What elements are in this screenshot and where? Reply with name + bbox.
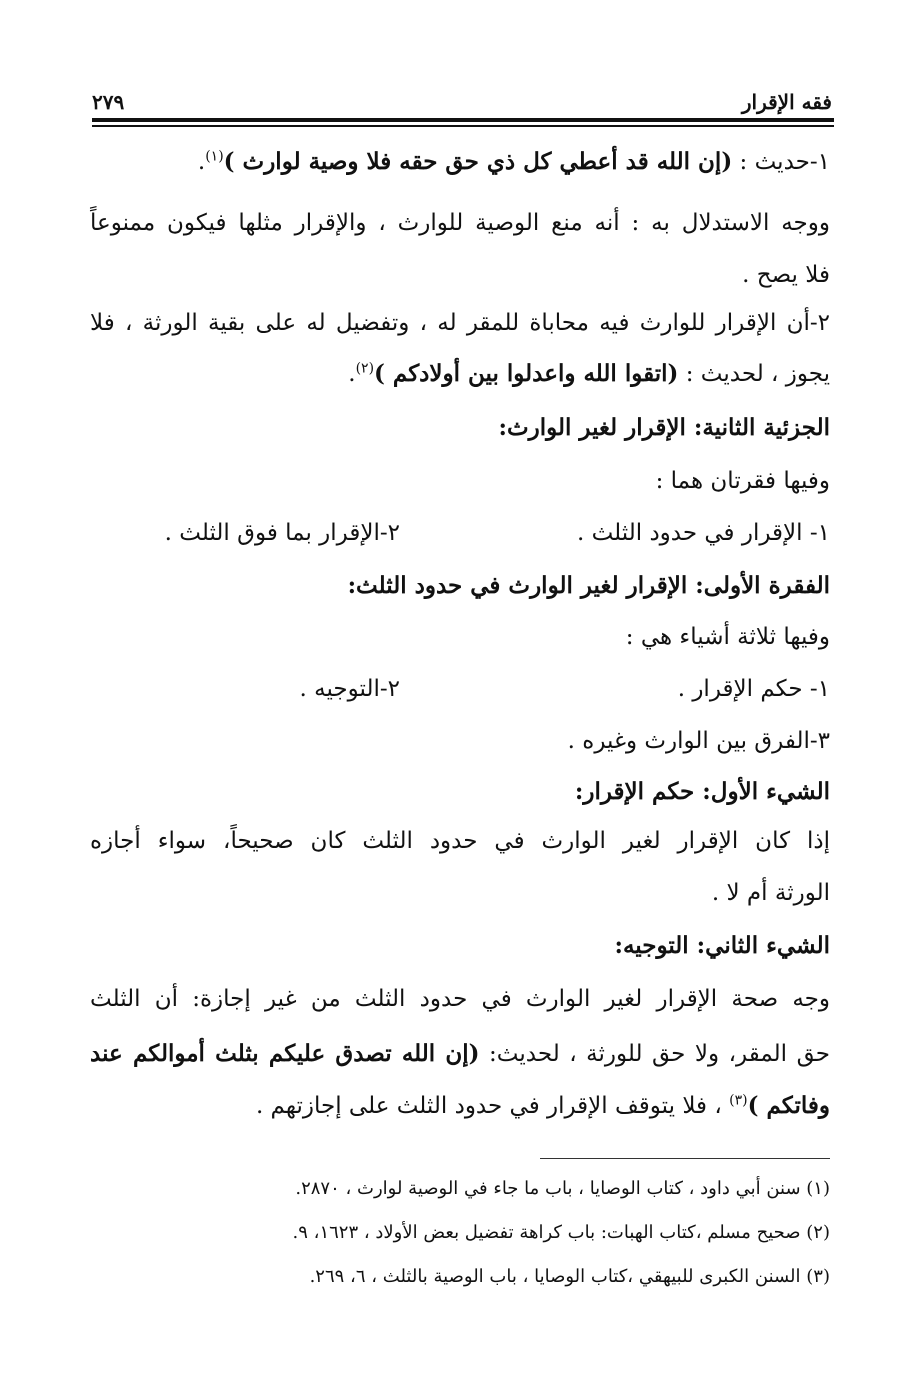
line-end: . [348, 361, 356, 387]
header-rule-thick [92, 118, 834, 122]
body-line-3: فلا يصح . [742, 262, 830, 288]
footnote-ref-3: (٣) [729, 1092, 748, 1109]
footnote-separator [540, 1158, 830, 1159]
list-item: ٢-الإقرار بما فوق الثلث . [164, 520, 400, 546]
line-end: . [197, 149, 206, 175]
header-rule-thin [92, 125, 834, 127]
hadith-quote: (إن الله تصدق عليكم بثلث أموالكم عند [90, 1040, 480, 1067]
body-line-12: الورثة أم لا . [711, 880, 830, 906]
section-heading-1: الجزئية الثانية: الإقرار لغير الوارث: [498, 414, 830, 441]
footnote-1: (١) سنن أبي داود ، كتاب الوصايا ، باب ما جاء في الوصية لوارث ، ٢٨٧٠. [295, 1178, 830, 1199]
footnote-3: (٣) السنن الكبرى للبيهقي ،كتاب الوصايا ، باب الوصية بالثلث ، ٦، ٢٦٩. [309, 1266, 830, 1287]
body-line-5 [348, 360, 830, 387]
body-line-8: وفيها ثلاثة أشياء هي : [625, 624, 830, 650]
line-prefix: حق المقر، ولا حق للورثة ، لحديث: [479, 1041, 830, 1067]
list-item: ٢-التوجيه . [299, 676, 400, 702]
line-rest: ، فلا يتوقف الإقرار في حدود الثلث على إجازتهم . [255, 1093, 722, 1119]
list-item: ١- حكم الإقرار . [677, 676, 830, 702]
line-prefix: ١-حديث : [732, 149, 830, 175]
body-line-13: وجه صحة الإقرار لغير الوارث في حدود الثلث من غير إجازة: أن الثلث [90, 986, 830, 1012]
body-line-6: وفيها فقرتان هما : [655, 468, 830, 494]
body-line-15 [256, 1092, 830, 1119]
page-number: ٢٧٩ [92, 90, 125, 114]
hadith-quote: (اتقوا الله واعدلوا بين أولادكم ) [374, 360, 679, 387]
hadith-quote: وفاتكم ) [747, 1092, 830, 1119]
footnote-ref-1: (١) [205, 148, 224, 165]
list-item: ١- الإقرار في حدود الثلث . [576, 520, 830, 546]
list-item: ٣-الفرق بين الوارث وغيره . [567, 728, 830, 754]
footnote-ref-2: (٢) [355, 360, 375, 377]
chapter-title: فقه الإقرار [741, 90, 832, 114]
hadith-quote: (إن الله قد أعطي كل ذي حق حقه فلا وصية لوارث ) [223, 148, 733, 175]
section-heading-2: الفقرة الأولى: الإقرار لغير الوارث في حدود الثلث: [347, 572, 830, 599]
body-line-1 [198, 148, 830, 175]
running-header [92, 90, 832, 118]
footnote-2: (٢) صحيح مسلم ،كتاب الهبات: باب كراهة تفضيل بعض الأولاد ، ١٦٢٣، ٩. [292, 1222, 830, 1243]
body-line-2: ووجه الاستدلال به : أنه منع الوصية للوارث ، والإقرار مثلها فيكون ممنوعاً [90, 210, 830, 236]
body-line-14 [90, 1040, 830, 1067]
body-line-11: إذا كان الإقرار لغير الوارث في حدود الثلث كان صحيحاً، سواء أجازه [90, 828, 830, 854]
section-heading-3: الشيء الأول: حكم الإقرار: [574, 778, 830, 805]
body-line-4: ٢-أن الإقرار للوارث فيه محاباة للمقر له ، وتفضيل له على بقية الورثة ، فلا [90, 310, 830, 336]
line-prefix: يجوز ، لحديث : [678, 361, 830, 387]
section-heading-4: الشيء الثاني: التوجيه: [614, 932, 830, 959]
